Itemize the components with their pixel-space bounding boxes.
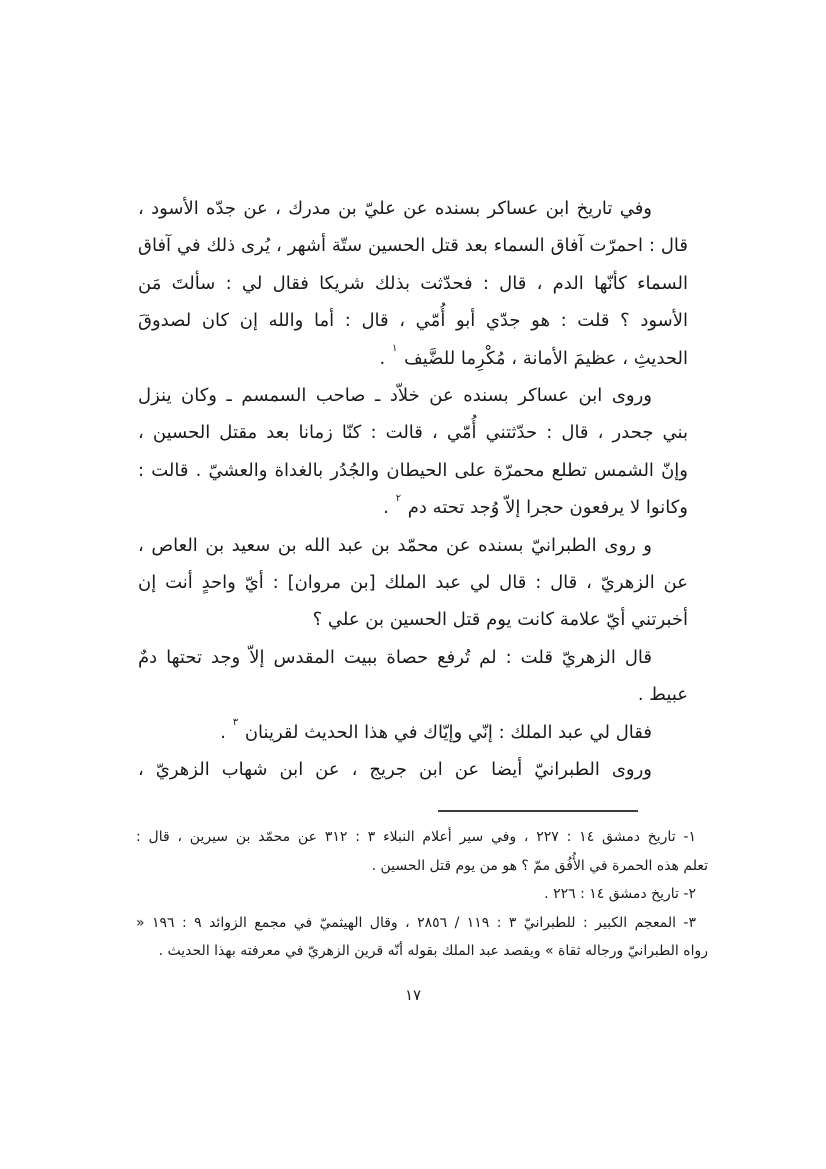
body-text-line: وفي تاريخ ابن عساكر بسنده عن عليّ بن مدرك ، عن جدّه الأسود ، (138, 198, 652, 219)
body-text-line: قال : احمرّت آفاق السماء بعد قتل الحسين ستّة أشهر ، يُرى ذلك في آفاق (138, 235, 688, 257)
footnote-separator (438, 810, 638, 812)
body-text-line: وكانوا لا يرفعون حجرا إلاّ وُجد تحته دم $^٢$ . (383, 492, 688, 519)
footnotes-block (136, 823, 708, 966)
body-text-line: الحديثِ ، عظيمَ الأمانة ، مُكْرِما للضَّيف $^١$ . (379, 343, 688, 369)
body-text-line: فقال لي عبد الملك : إنّي وإيّاك في هذا الحديث لقرينان $^٣$ . (220, 717, 652, 743)
body-text-line: قال الزهريّ قلت : لم تُرفع حصاة ببيت المقدس إلاّ وجد تحتها دمٌ (138, 646, 652, 668)
body-text-line: عبيط . (637, 684, 688, 706)
body-text-line: السماء كأنّها الدم ، قال : فحدّثت بذلك شريكا فقال لي : سألتَ مَن (138, 272, 688, 294)
body-text-line: عن الزهريّ ، قال : قال لي عبد الملك [بن مروان] : أيّ واحدٍ أنت إن (138, 572, 688, 594)
body-text-line: و روى الطبرانيّ بسنده عن محمّد بن عبد الله بن سعيد بن العاص ، (138, 534, 652, 556)
footnote-reference-marker: ١ (391, 343, 398, 355)
footnote-line: ٣- المعجم الكبير : للطبرانيّ ٣ : ١١٩ / ٢٨٥٦ ، وقال الهيثميّ في مجمع الزوائد ٩ : ١٩٦ « (136, 914, 696, 931)
footnote-line: رواه الطبرانيّ ورجاله ثقاة » ويقصد عبد الملك بقوله أنّه قرين الزهريّ في معرفته بهذا الحديث . (158, 943, 708, 960)
footnote-line: تعلم هذه الحمرة في الأُفُق ممّ ؟ هو من يوم قتل الحسين . (371, 857, 708, 874)
footnote-line: ٢- تاريخ دمشق ١٤ : ٢٢٦ . (544, 886, 696, 903)
body-text-line: وإنّ الشمس تطلع محمرّة على الحيطان والجُدُر بالغداة والعشيّ . قالت : (138, 459, 688, 481)
footnote-reference-marker: ٣ (232, 717, 239, 729)
body-text-line: وروى ابن عساكر بسنده عن خلاّد ـ صاحب السمسم ـ وكان ينزل (138, 385, 652, 407)
footnote-line: ١- تاريخ دمشق ١٤ : ٢٢٧ ، وفي سير أعلام النبلاء ٣ : ٣١٢ عن محمّد بن سيرين ، قال : (136, 829, 696, 845)
page-number: ١٧ (404, 986, 422, 1004)
footnote-reference-marker: ٢ (395, 492, 402, 504)
main-text-block (138, 190, 688, 789)
body-text-line: وروى الطبرانيّ أيضا عن ابن جريج ، عن ابن شهاب الزهريّ ، (138, 759, 652, 781)
body-text-line: الأسود ؟ قلت : هو جدّي أبو أُمّي ، قال : أما والله إن كان لصدوقَ (138, 310, 688, 332)
body-text-line: بني جحدر ، قال : حدّثتني أُمّي ، قالت : كنّا زمانا بعد مقتل الحسين ، (138, 422, 688, 444)
body-text-line: أخبرتني أيّ علامة كانت يوم قتل الحسين بن علي ؟ (312, 609, 688, 631)
